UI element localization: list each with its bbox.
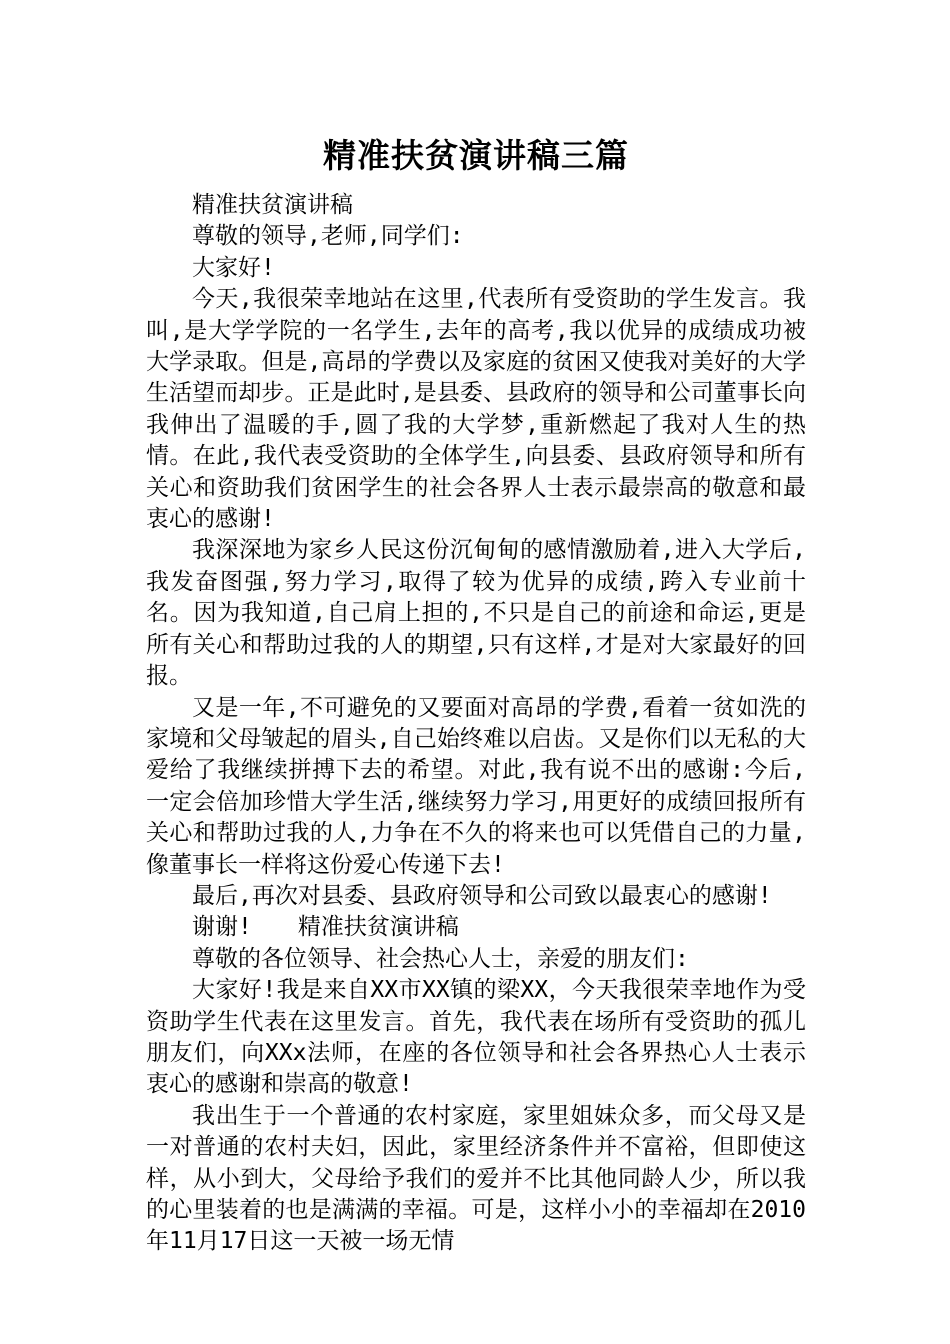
paragraph: 又是一年,不可避免的又要面对高昂的学费,看着一贫如洗的家境和父母皱起的眉头,自己始终难以启齿。又是你们以无私的大爱给了我继续拼搏下去的希望。对此,我有说不出的感谢:今后,一定会倍加珍惜大学生活,继续努力学习,用更好的成绩回报所有关心和帮助过我的人,力争在不久的将来也可以凭借自己的力量,像董事长一样将这份爱心传递下去! — [146, 694, 806, 878]
paragraph: 大家好!我是来自XX市XX镇的梁XX，今天我很荣幸地作为受资助学生代表在这里发言。首先，我代表在场所有受资助的孤儿朋友们，向XXx法师，在座的各位领导和社会各界热心人士表示衷心的感谢和崇高的敬意! — [146, 977, 806, 1098]
paragraph-heading: 精准扶贫演讲稿 — [192, 192, 353, 218]
paragraph: 我出生于一个普通的农村家庭，家里姐妹众多，而父母又是一对普通的农村夫妇，因此，家里经济条件并不富裕，但即使这样，从小到大，父母给予我们的爱并不比其他同龄人少，所以我的心里装着的也是满满的幸福。可是，这样小小的幸福却在2010年11月17日这一天被一场无情 — [146, 1102, 806, 1255]
paragraph-greeting: 大家好! — [192, 254, 275, 281]
document-title: 精准扶贫演讲稿三篇 — [323, 136, 629, 175]
document-page — [146, 130, 806, 1258]
paragraph: 最后,再次对县委、县政府领导和公司致以最衷心的感谢! — [192, 882, 772, 909]
document-body — [146, 190, 806, 1258]
paragraph-thanks-heading: 谢谢! 精准扶贫演讲稿 — [192, 914, 459, 941]
paragraph: 我深深地为家乡人民这份沉甸甸的感情激励着,进入大学后,我发奋图强,努力学习,取得了较为优异的成绩,跨入专业前十名。因为我知道,自己肩上担的,不只是自己的前途和命运,更是所有关心和帮助过我的人的期望,只有这样,才是对大家最好的回报。 — [146, 537, 806, 690]
paragraph-salutation: 尊敬的领导,老师,同学们: — [192, 223, 464, 250]
paragraph-salutation: 尊敬的各位领导、社会热心人士，亲爱的朋友们: — [192, 945, 689, 972]
paragraph: 今天,我很荣幸地站在这里,代表所有受资助的学生发言。我叫,是大学学院的一名学生,去年的高考,我以优异的成绩成功被大学录取。但是,高昂的学费以及家庭的贫困又使我对美好的大学生活望而却步。正是此时,是县委、县政府的领导和公司董事长向我伸出了温暖的手,圆了我的大学梦,重新燃起了我对人生的热情。在此,我代表受资助的全体学生,向县委、县政府领导和所有关心和资助我们贫困学生的社会各界人士表示最崇高的敬意和最衷心的感谢! — [146, 286, 806, 533]
